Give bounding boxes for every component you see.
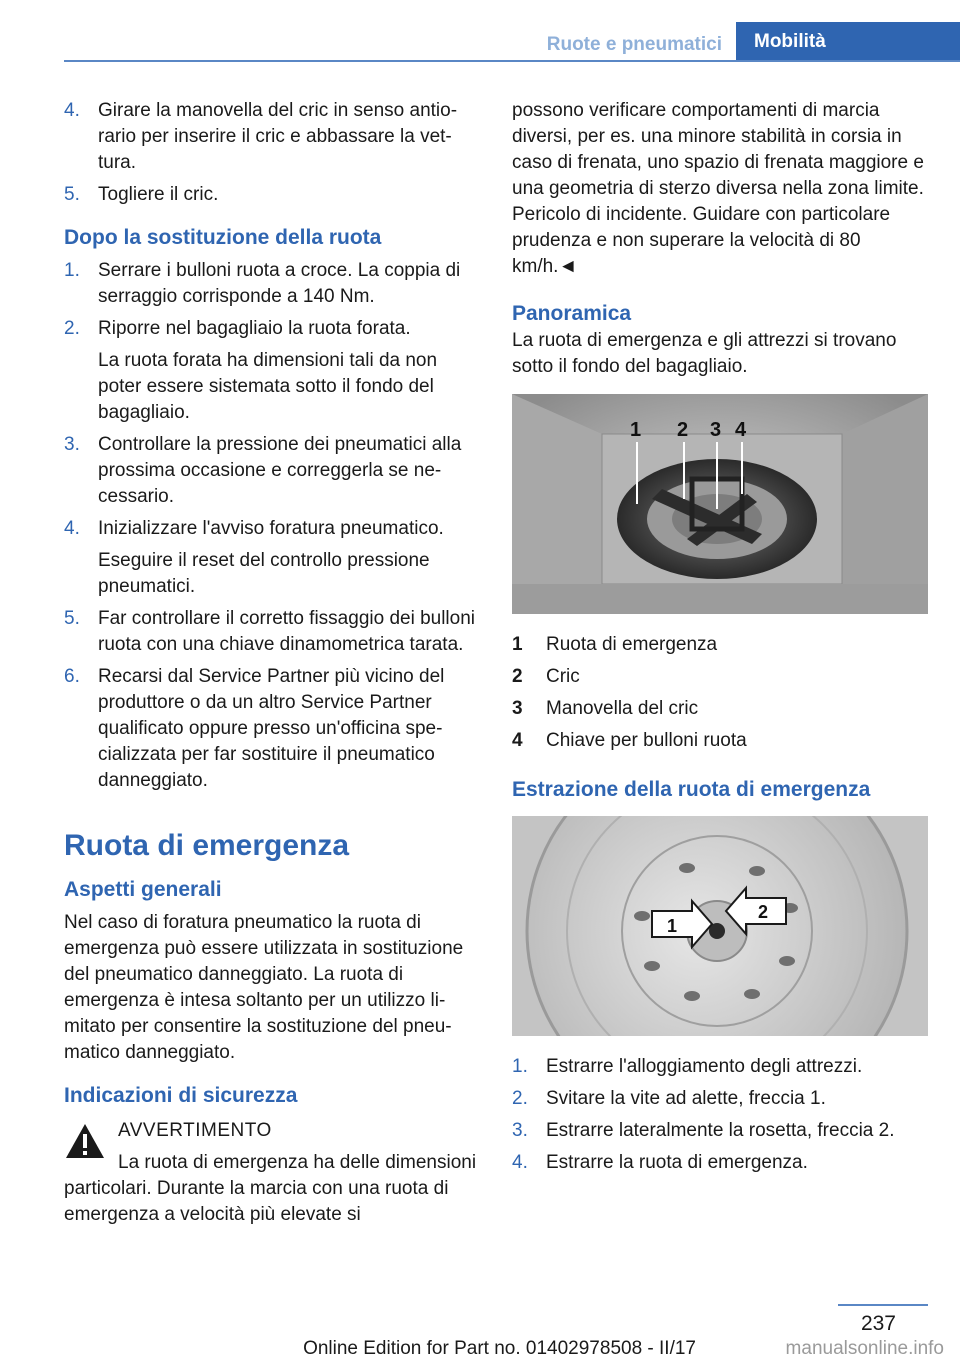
list-number: 5. — [64, 184, 80, 205]
heading-safety: Indicazioni di sicurezza — [64, 1084, 298, 1107]
list-item — [64, 258, 480, 310]
list-item — [512, 1054, 928, 1080]
warning-text: La ruota di emergenza ha delle dimensioni particolari. Durante la marcia con una ruota di emergenza a velocità più elevate si — [64, 1152, 477, 1225]
general-paragraph: Nel caso di foratura pneumatico la ruota di emergenza può essere utilizzata in sostituzione del pneumatico danneggiato. La ruota di emergenza è intesa soltanto per un utilizzo limitato per consentire la sostituzione del pneumatico danneggiato. — [64, 912, 464, 1063]
list-number: 2. — [512, 1088, 528, 1109]
heading-general: Aspetti generali — [64, 878, 222, 901]
left-column — [64, 98, 480, 1228]
list-text: Togliere il cric. — [98, 184, 219, 205]
legend-key: 4 — [512, 730, 523, 751]
list-text: Controllare la pressione dei pneumatici alla prossima occasione e correggerla se necessario. — [98, 434, 462, 507]
figure-legend — [512, 632, 928, 754]
heading-overview: Panoramica — [512, 302, 632, 325]
list-item — [512, 1086, 928, 1112]
list-text: Serrare i bulloni ruota a croce. La coppia di serraggio corrisponde a 140 Nm. — [98, 260, 461, 307]
list-item — [64, 516, 480, 600]
warning-title: AVVERTIMENTO — [118, 1120, 272, 1141]
list-item — [64, 98, 480, 176]
legend-row — [512, 664, 928, 690]
list-item — [64, 664, 480, 794]
fig2-label-1: 1 — [667, 916, 678, 936]
chapter-heading: Ruota di emergenza — [64, 829, 350, 862]
list-number: 3. — [512, 1120, 528, 1141]
overview-paragraph: La ruota di emergenza e gli attrezzi si trovano sotto il fondo del bagagliaio. — [512, 330, 897, 377]
right-column — [512, 98, 928, 1182]
list-subtext: La ruota forata ha dimensioni tali da non poter essere sistemata sotto il fondo del bagagliaio. — [98, 350, 438, 423]
list-item — [512, 1150, 928, 1176]
list-text: Estrarre la ruota di emergenza. — [546, 1152, 808, 1173]
list-text: Svitare la vite ad alette, freccia 1. — [546, 1088, 826, 1109]
list-number: 6. — [64, 666, 80, 687]
legend-row — [512, 728, 928, 754]
list-text: Riporre nel bagagliaio la ruota forata. — [98, 318, 411, 339]
list-subtext: Eseguire il reset del controllo pressione pneumatici. — [98, 550, 430, 597]
edition-text: Online Edition for Part no. 01402978508 - II/17 — [303, 1338, 696, 1359]
fig2-label-2: 2 — [758, 902, 769, 922]
list-text: Estrarre lateralmente la rosetta, freccia 2. — [546, 1120, 895, 1141]
list-number: 3. — [64, 434, 80, 455]
legend-value: Chiave per bulloni ruota — [546, 730, 747, 751]
watermark-text: manualsonline.info — [785, 1338, 944, 1359]
list-number: 2. — [64, 318, 80, 339]
page-header — [64, 22, 960, 62]
figure-trunk-spare-wheel — [512, 394, 928, 614]
list-item — [64, 432, 480, 510]
header-rule — [64, 60, 960, 62]
legend-value: Cric — [546, 666, 580, 687]
list-number: 1. — [64, 260, 80, 281]
list-text: Girare la manovella del cric in senso antiorario per inserire il cric e abbassare la vettura. — [98, 100, 458, 173]
list-text: Inizializzare l'avviso foratura pneumatico. — [98, 518, 444, 539]
list-text: Far controllare il corretto fissaggio dei bulloni ruota con una chiave dinamometrica tarata. — [98, 608, 476, 655]
fig1-label-4: 4 — [735, 419, 747, 441]
list-item — [64, 316, 480, 426]
footer-rule — [838, 1304, 928, 1306]
list-number: 4. — [64, 100, 80, 121]
section-tab[interactable]: Ruote e pneumatici — [546, 34, 722, 55]
fig1-label-3: 3 — [710, 419, 722, 441]
figure-spare-wheel-closeup — [512, 816, 928, 1036]
heading-extract: Estrazione della ruota di emergenza — [512, 778, 871, 801]
list-item — [512, 1118, 928, 1144]
list-number: 1. — [512, 1056, 528, 1077]
list-text: Estrarre l'alloggiamento degli attrezzi. — [546, 1056, 863, 1077]
list-item — [64, 182, 480, 208]
heading-after-change: Dopo la sostituzione della ruota — [64, 226, 382, 249]
legend-value: Manovella del cric — [546, 698, 699, 719]
list-text: Recarsi dal Service Partner più vicino del produttore o da un altro Service Partner qualificato oppure presso un'officina specializzata per far sostituire il pneumatico danneggiato. — [98, 666, 445, 791]
warning-block — [64, 1118, 480, 1228]
legend-key: 3 — [512, 698, 523, 719]
list-number: 4. — [64, 518, 80, 539]
fig1-label-2: 2 — [677, 419, 689, 441]
list-item — [64, 606, 480, 658]
list-number: 4. — [512, 1152, 528, 1173]
warning-triangle-icon — [64, 1122, 106, 1160]
chapter-tab[interactable]: Mobilità — [736, 22, 960, 62]
continued-paragraph: possono verificare comportamenti di marcia diversi, per es. una minore stabilità in corsia in caso di frenata, uno spazio di frenata maggiore e una geometria di sterzo diversa nella zona limite. Pericolo di incidente. Guidare con particolare prudenza e non superare la velocità di 80 km/h.◄ — [512, 100, 924, 277]
wheel-photo-illustration — [512, 816, 928, 1036]
fig1-label-1: 1 — [630, 419, 642, 441]
list-number: 5. — [64, 608, 80, 629]
legend-key: 1 — [512, 634, 523, 655]
legend-value: Ruota di emergenza — [546, 634, 718, 655]
legend-key: 2 — [512, 666, 523, 687]
page-number: 237 — [860, 1312, 896, 1335]
legend-row — [512, 632, 928, 658]
trunk-photo-illustration — [512, 394, 928, 614]
legend-row — [512, 696, 928, 722]
